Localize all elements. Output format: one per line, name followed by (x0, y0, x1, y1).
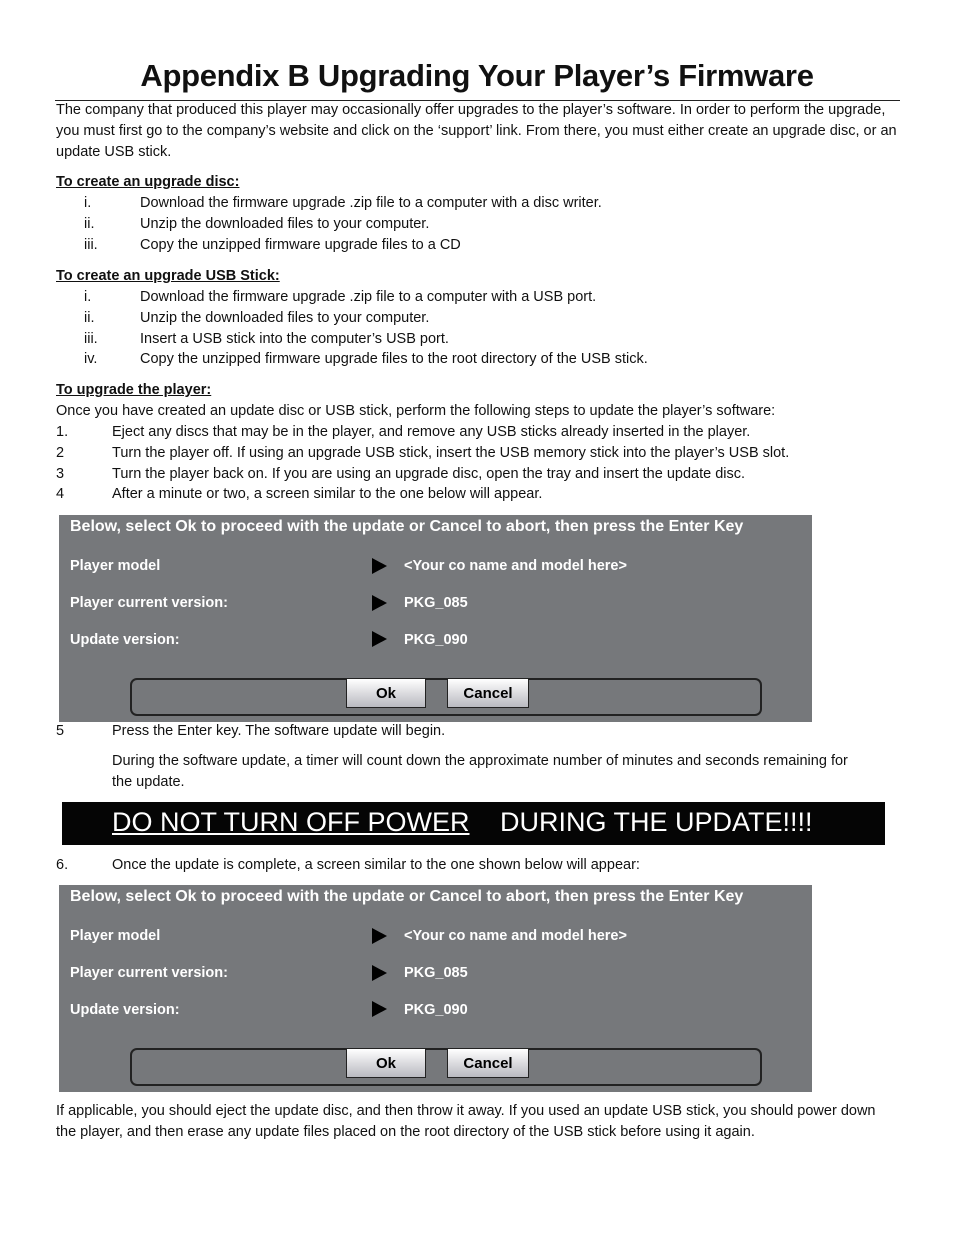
list-item: 1. Eject any discs that may be in the player, and remove any USB sticks already inserted in the player. (56, 424, 751, 440)
play-arrow-icon (372, 631, 387, 647)
update-version-label: Update version: (70, 1002, 180, 1018)
list-item: 4 After a minute or two, a screen similar to the one below will appear. (56, 486, 543, 503)
update-version-label: Update version: (70, 632, 180, 648)
usb-section-heading: To create an upgrade USB Stick: (56, 268, 280, 284)
list-item: 3 Turn the player back on. If you are using an upgrade disc, open the tray and insert the update disc. (56, 465, 746, 482)
current-version-label: Player current version: (70, 595, 228, 611)
update-screen-after (59, 885, 812, 1092)
player-model-label: Player model (70, 928, 161, 944)
update-version-value: PKG_090 (404, 632, 468, 648)
list-item: iv. Copy the unzipped firmware upgrade files to the root directory of the USB stick. (84, 351, 648, 368)
current-version-value: PKG_085 (404, 595, 468, 611)
list-item: iii. Insert a USB stick into the computer’s USB port. (84, 330, 449, 347)
list-item: i. Download the firmware upgrade .zip file to a computer with a disc writer. (84, 195, 602, 211)
player-model-value: <Your co name and model here> (404, 558, 627, 574)
upgrade-intro: Once you have created an update disc or USB stick, perform the following steps to update the player’s software: (56, 403, 776, 419)
screen-header: Below, select Ok to proceed with the update or Cancel to abort, then press the Enter Key (70, 518, 744, 535)
step-5 (56, 721, 906, 742)
play-arrow-icon (372, 595, 387, 611)
list-item: i. Download the firmware upgrade .zip file to a computer with a USB port. (84, 289, 597, 305)
list-item: ii. Unzip the downloaded files to your computer. (84, 309, 430, 326)
play-arrow-icon (372, 1001, 387, 1017)
button-bar (130, 1048, 762, 1086)
cancel-button[interactable]: Cancel (447, 678, 529, 708)
upgrade-section-heading: To upgrade the player: (56, 382, 212, 398)
warning-text: DURING THE UPDATE!!!! (500, 807, 813, 837)
update-version-value: PKG_090 (404, 1002, 468, 1018)
current-version-label: Player current version: (70, 965, 228, 981)
player-model-label: Player model (70, 558, 161, 574)
list-item: 2 Turn the player off. If using an upgrade USB stick, insert the USB memory stick into the player’s USB slot. (56, 444, 790, 461)
play-arrow-icon (372, 965, 387, 981)
step-5-note: During the software update, a timer will count down the approximate number of minutes and seconds remaining for the update. (112, 753, 848, 790)
usb-steps-list (56, 287, 906, 370)
upgrade-steps-list (56, 422, 906, 505)
play-arrow-icon (372, 928, 387, 944)
cancel-button[interactable]: Cancel (447, 1048, 529, 1078)
list-item: iii. Copy the unzipped firmware upgrade files to a CD (84, 236, 461, 253)
intro-paragraph: The company that produced this player may occasionally offer upgrades to the player’s software. In order to perform the upgrade, you must first go to the company’s website and click on the ‘support’ link. From there, you must either create an upgrade disc, or an update USB stick. (56, 102, 897, 160)
step-6 (56, 855, 906, 876)
disc-section-heading: To create an upgrade disc: (56, 174, 240, 190)
list-item: 5 Press the Enter key. The software update will begin. (56, 723, 446, 739)
current-version-value: PKG_085 (404, 965, 468, 981)
warning-text-underlined: DO NOT TURN OFF POWER (112, 807, 470, 837)
play-arrow-icon (372, 558, 387, 574)
list-item: 6. Once the update is complete, a screen similar to the one shown below will appear: (56, 857, 640, 873)
button-bar (130, 678, 762, 716)
closing-paragraph: If applicable, you should eject the update disc, and then throw it away. If you used an update USB stick, you should power down the player, and then erase any update files placed on the root directory of the USB stick before using it again. (56, 1103, 876, 1140)
page-title: Appendix B Upgrading Your Player’s Firmware (140, 58, 814, 93)
list-item: ii. Unzip the downloaded files to your computer. (84, 215, 430, 232)
player-model-value: <Your co name and model here> (404, 928, 627, 944)
disc-steps-list (56, 193, 906, 255)
update-screen-before (59, 515, 812, 722)
ok-button[interactable]: Ok (346, 678, 426, 708)
warning-banner (62, 802, 885, 845)
ok-button[interactable]: Ok (346, 1048, 426, 1078)
screen-header: Below, select Ok to proceed with the update or Cancel to abort, then press the Enter Key (70, 888, 744, 905)
